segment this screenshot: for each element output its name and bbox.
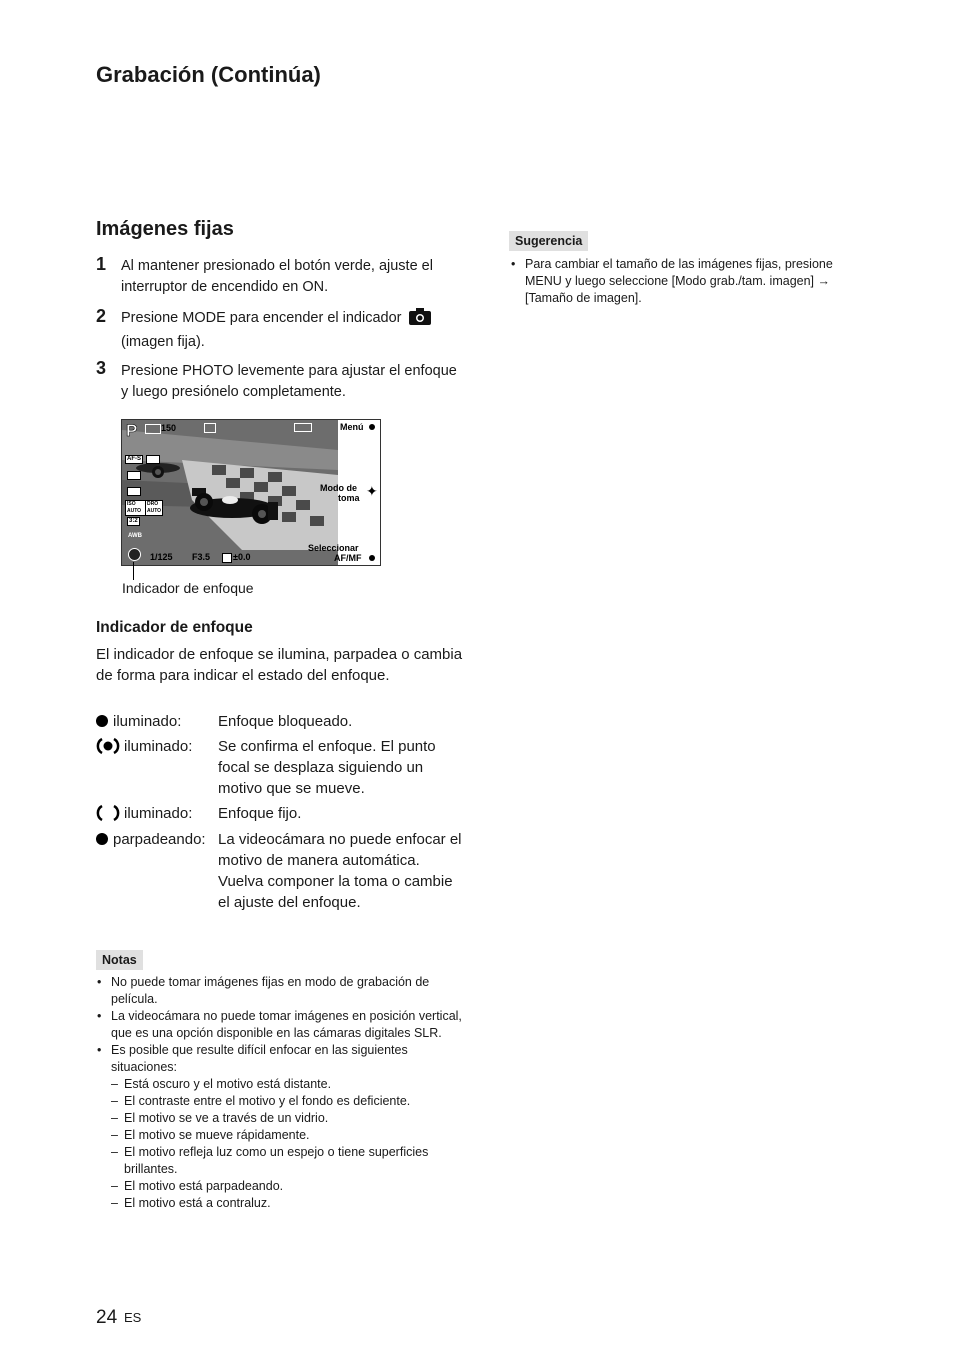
page-title: Grabación (Continúa): [96, 62, 321, 87]
notes-item: • No puede tomar imágenes fijas en modo de grabación de película.: [96, 974, 466, 1008]
lcd-mode-indicator: P: [126, 421, 138, 440]
focus-indicator-caption: Indicador de enfoque: [122, 580, 254, 596]
focus-indicator-pointer-line: [133, 562, 134, 580]
focus-state-desc: La videocámara no puede enfocar el motivo de manera automática. Vuelva componer la toma o cambie el ajuste del enfoque.: [218, 831, 462, 911]
step-text-3: Presione PHOTO levemente para ajustar el enfoque y luego presiónelo completamente.: [121, 363, 457, 400]
lcd-quality-icon: [204, 423, 216, 433]
focus-state-desc: Se confirma el enfoque. El punto focal se desplaza siguiendo un motivo que se mueve.: [218, 738, 436, 797]
lcd-menu-label: Menú: [340, 422, 364, 432]
step-text-2: [121, 308, 466, 353]
lcd-aspect-icon: 3:2: [129, 518, 138, 524]
notes-item: [96, 1042, 466, 1212]
lcd-menu-dot-icon: [369, 424, 375, 430]
section-title: Imágenes fijas: [96, 218, 234, 240]
notes-sub-item: – El motivo se mueve rápidamente.: [111, 1127, 466, 1144]
notes-list: [96, 974, 466, 1212]
notes-label: Notas: [96, 950, 143, 970]
lcd-shutter-speed: 1/125: [150, 552, 173, 562]
lcd-control-wheel-icon: ✦: [366, 483, 378, 499]
focus-state-desc: Enfoque bloqueado.: [218, 713, 353, 730]
lcd-exposure-value: ±0.0: [233, 552, 251, 562]
focus-ring-dot-icon: [96, 737, 120, 761]
lcd-afmf-dot-icon: [369, 555, 375, 561]
lcd-aperture: F3.5: [192, 552, 211, 562]
focus-state-row-4: [96, 829, 466, 935]
focus-state-label: parpadeando:: [113, 831, 206, 848]
focus-state-desc: Enfoque fijo.: [218, 805, 302, 822]
notes-sub-item: – Está oscuro y el motivo está distante.: [111, 1076, 466, 1093]
step-number-1: 1: [96, 254, 107, 274]
lcd-face-detect-icon: [127, 487, 141, 496]
step-number-3: 3: [96, 358, 107, 378]
focus-state-label: iluminado:: [124, 738, 193, 755]
tip-item: • Para cambiar el tamaño de las imágenes fijas, presione MENU y luego seleccione [Modo grab./tam. imagen] → [Tamaño de imagen].: [510, 256, 862, 307]
focus-state-row-2: [96, 736, 466, 802]
step-text-2-after: (imagen fija).: [121, 334, 205, 350]
page-number: 24: [96, 1307, 118, 1328]
focus-state-label: iluminado:: [124, 805, 193, 822]
step-text-1: Al mantener presionado el botón verde, ajuste el interruptor de encendido en ON.: [121, 258, 433, 295]
lcd-af-s-icon: AF-S: [127, 456, 141, 462]
lcd-metering-icon: [127, 471, 141, 480]
focus-indicator-icon: [128, 548, 141, 561]
page-language: ES: [124, 1310, 142, 1325]
notes-sub-item: – El motivo se ve a través de un vidrio.: [111, 1110, 466, 1127]
lcd-area-icon: [146, 455, 160, 464]
tip-label: Sugerencia: [509, 231, 588, 251]
camera-lcd-screen: [121, 419, 381, 566]
notes-item-text: Es posible que resulte difícil enfocar en las siguientes situaciones:: [111, 1043, 408, 1074]
step-number-2: 2: [96, 306, 107, 326]
filled-dot-icon: [96, 833, 108, 845]
focus-state-row-3: [96, 803, 466, 825]
notes-sub-item: – El motivo está parpadeando.: [111, 1178, 466, 1195]
notes-sub-list: [111, 1076, 466, 1212]
notes-sub-item: – El contraste entre el motivo y el fondo es deficiente.: [111, 1093, 466, 1110]
lcd-select-label: Seleccionar: [308, 543, 359, 553]
lcd-exposure-icon: [222, 553, 232, 563]
lcd-shooting-mode-label-2: toma: [338, 493, 360, 503]
focus-ring-empty-icon: [96, 804, 120, 828]
camera-icon: [409, 308, 431, 332]
lcd-card-icon: [145, 424, 161, 434]
lcd-battery-icon: [294, 423, 312, 432]
lcd-shooting-mode-label-1: Modo de: [320, 483, 357, 493]
notes-sub-item: – El motivo refleja luz como un espejo o tiene superficies brillantes.: [111, 1144, 466, 1178]
focus-state-row-1: [96, 711, 466, 733]
step-text-2-main: Presione MODE para encender el indicador: [121, 310, 402, 326]
notes-sub-item: – El motivo está a contraluz.: [111, 1195, 466, 1212]
lcd-awb-icon: AWB: [128, 533, 142, 539]
lcd-shots-remaining: 150: [161, 423, 177, 433]
filled-dot-icon: [96, 715, 108, 727]
focus-indicator-heading: Indicador de enfoque: [96, 619, 253, 636]
notes-item: • La videocámara no puede tomar imágenes en posición vertical, que es una opción disponible en las cámaras digitales SLR.: [96, 1008, 466, 1042]
race-car-photo: [122, 420, 338, 565]
lcd-dro-icon: DRO AUTO: [147, 501, 162, 514]
lcd-afmf-label: AF/MF: [334, 553, 362, 563]
focus-state-label: iluminado:: [113, 713, 182, 730]
tip-list: [510, 256, 862, 307]
lcd-iso-icon: ISO AUTO: [125, 500, 149, 516]
focus-indicator-intro: El indicador de enfoque se ilumina, parpadea o cambia de forma para indicar el estado del enfoque.: [96, 646, 463, 684]
